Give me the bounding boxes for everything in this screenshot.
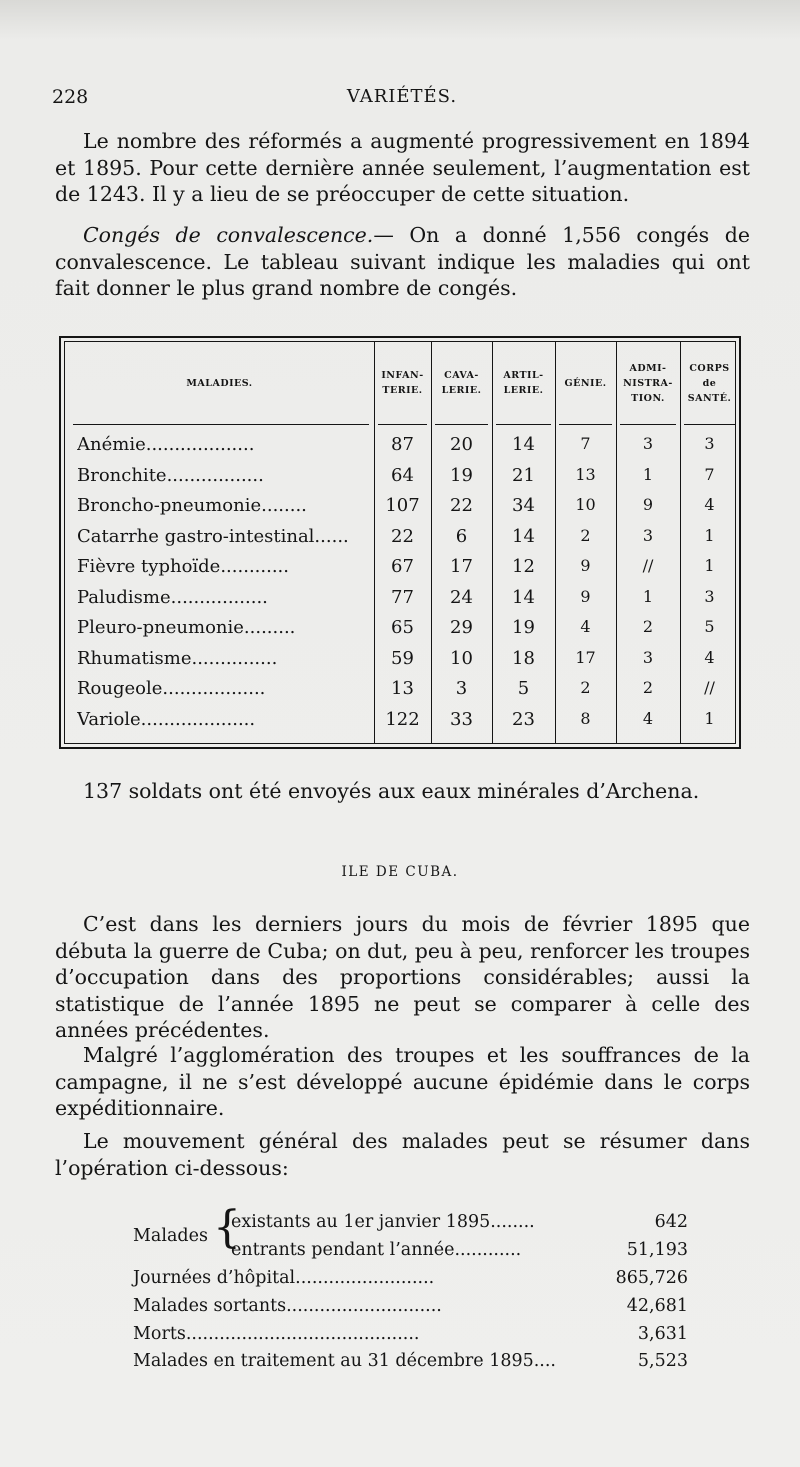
table-cell: 4: [580, 617, 591, 636]
table-cell: 34: [512, 495, 535, 516]
table-cell: 2: [642, 617, 654, 636]
table-row: [65, 556, 735, 586]
table-row: [65, 678, 735, 708]
table-cell: 17: [450, 556, 473, 577]
table-cell: 122: [385, 708, 420, 730]
table-cell: 1: [704, 525, 715, 545]
disease-name: Broncho-pneumonie........: [77, 495, 307, 516]
table-cell: 2: [580, 678, 591, 697]
table-cell: 13: [575, 464, 596, 484]
malades-label: Malades: [133, 1226, 208, 1246]
table-cell: 3: [642, 525, 654, 545]
page-number: 228: [52, 86, 89, 108]
table-cell: 7: [580, 434, 591, 453]
table-row: [65, 587, 735, 617]
table-row: [65, 648, 735, 678]
table-cell: 5: [704, 617, 715, 636]
table-cell: 3: [642, 647, 654, 667]
table-cell: 22: [391, 525, 414, 547]
header-corps-de-sante: CORPS de SANTÉ.: [687, 362, 732, 404]
disease-name: Pleuro-pneumonie.........: [77, 617, 296, 638]
table-cell: 59: [391, 647, 414, 669]
table-cell: 9: [580, 556, 591, 575]
disease-name: Catarrhe gastro-intestinal......: [77, 525, 349, 547]
summary-row: Malades sortants............................ 42,681: [133, 1296, 688, 1316]
summary-row: existants au 1er janvier 1895........ 642: [231, 1212, 688, 1232]
table-cell: 107: [385, 495, 420, 516]
disease-name: Bronchite.................: [77, 464, 264, 486]
table-cell: 8: [580, 708, 591, 728]
table-cell: 22: [450, 495, 473, 516]
table-cell: 1: [642, 586, 654, 606]
table-cell: 65: [391, 617, 414, 638]
table-cell: 1: [704, 556, 715, 575]
table-cell: 17: [575, 647, 596, 667]
table-row: [65, 465, 735, 495]
intro-paragraph-2: [55, 222, 750, 302]
table-cell: //: [704, 678, 715, 697]
disease-name: Paludisme.................: [77, 586, 268, 608]
header-rule: [378, 424, 427, 425]
disease-name: Fièvre typhoïde............: [77, 556, 289, 577]
table-row: [65, 617, 735, 647]
cuba-paragraph-3: Le mouvement général des malades peut se résumer dans l’opération ci-dessous:: [55, 1129, 750, 1180]
disease-name: Anémie...................: [77, 434, 255, 455]
table-cell: 12: [512, 556, 535, 577]
header-administration: ADMI- NISTRA- TION.: [623, 362, 673, 404]
table-cell: 2: [642, 678, 654, 697]
header-rule: [496, 424, 551, 425]
cuba-paragraph-1: C’est dans les derniers jours du mois de février 1895 que débuta la guerre de Cuba; on dut, peu à peu, renforcer les troupes d’occupation dans des proportions considérables; aussi la statistique de l’année 1895 ne peut se comparer à celle des années précédentes.: [55, 912, 750, 1042]
header-genie: GÉNIE.: [564, 377, 607, 389]
table-row: [65, 709, 735, 739]
table-cell: 14: [512, 586, 535, 608]
table-cell: 3: [642, 434, 654, 453]
header-rule: [684, 424, 736, 425]
header-rule: [559, 424, 612, 425]
summary-row: entrants pendant l’année............ 51,193: [231, 1240, 688, 1260]
header-artillerie: ARTIL- LERIE.: [503, 370, 544, 396]
header-rule: [73, 424, 369, 425]
table-cell: 14: [512, 434, 535, 455]
table-cell: 10: [450, 647, 473, 669]
header-infanterie: INFAN- TERIE.: [381, 370, 424, 396]
summary-row: Journées d’hôpital......................... 865,726: [133, 1268, 688, 1288]
table-cell: 3: [704, 586, 715, 606]
section-title-cuba: ILE DE CUBA.: [341, 864, 459, 880]
table-cell: 29: [450, 617, 473, 638]
table-header: [65, 342, 735, 424]
disease-name: Variole....................: [77, 708, 256, 730]
diseases-table: [59, 336, 741, 749]
table-row: [65, 434, 735, 464]
header-cavalerie: CAVA- LERIE.: [441, 370, 482, 396]
table-cell: 21: [512, 464, 535, 486]
table-cell: 9: [580, 586, 591, 606]
table-cell: 4: [704, 647, 715, 667]
table-cell: 1: [704, 708, 715, 728]
running-title: VARIÉTÉS.: [346, 86, 458, 107]
summary-row: Morts.......................................... 3,631: [133, 1324, 688, 1344]
table-cell: 19: [450, 464, 473, 486]
disease-name: Rougeole..................: [77, 678, 266, 699]
section-label-conges: Congés de convalescence.: [83, 223, 374, 247]
archena-note: 137 soldats ont été envoyés aux eaux minérales d’Archena.: [83, 779, 700, 803]
disease-name: Rhumatisme...............: [77, 647, 278, 669]
table-cell: 87: [391, 434, 414, 455]
table-cell: 20: [450, 434, 473, 455]
table-cell: 4: [642, 708, 654, 728]
table-cell: 67: [391, 556, 414, 577]
header-rule: [620, 424, 676, 425]
page-header: [52, 86, 752, 116]
header-rule: [435, 424, 488, 425]
summary-row: Malades en traitement au 31 décembre 1895.... 5,523: [133, 1351, 688, 1371]
table-cell: 5: [517, 678, 530, 699]
table-cell: 33: [450, 708, 473, 730]
intro-paragraph-2-text: — On a donné 1,556 congés de convalescence. Le tableau suivant indique les maladies qui ont fait donner le plus grand nombre de congés.: [55, 223, 750, 300]
brace-mark: {: [213, 1202, 241, 1253]
table-cell: 3: [704, 434, 715, 453]
table-cell: 64: [391, 464, 414, 486]
table-cell: 24: [450, 586, 473, 608]
table-cell: 23: [512, 708, 535, 730]
table-row: [65, 526, 735, 556]
table-cell: 3: [455, 678, 468, 699]
table-cell: 10: [575, 495, 596, 514]
table-cell: 18: [512, 647, 535, 669]
table-cell: //: [642, 556, 654, 575]
table-cell: 2: [580, 525, 591, 545]
table-cell: 4: [704, 495, 715, 514]
table-cell: 6: [455, 525, 468, 547]
table-cell: 19: [512, 617, 535, 638]
header-maladies: MALADIES.: [186, 377, 253, 389]
table-cell: 77: [391, 586, 414, 608]
cuba-paragraph-2: Malgré l’agglomération des troupes et les souffrances de la campagne, il ne s’est développé aucune épidémie dans le corps expéditionnaire.: [55, 1043, 750, 1120]
intro-paragraph-1: Le nombre des réformés a augmenté progressivement en 1894 et 1895. Pour cette dernière année seulement, l’augmentation est de 1243. Il y a lieu de se préoccuper de cette situation.: [55, 129, 750, 206]
table-row: [65, 495, 735, 525]
table-cell: 13: [391, 678, 414, 699]
table-cell: 7: [704, 464, 715, 484]
table-cell: 14: [512, 525, 535, 547]
table-cell: 1: [642, 464, 654, 484]
table-cell: 9: [642, 495, 654, 514]
